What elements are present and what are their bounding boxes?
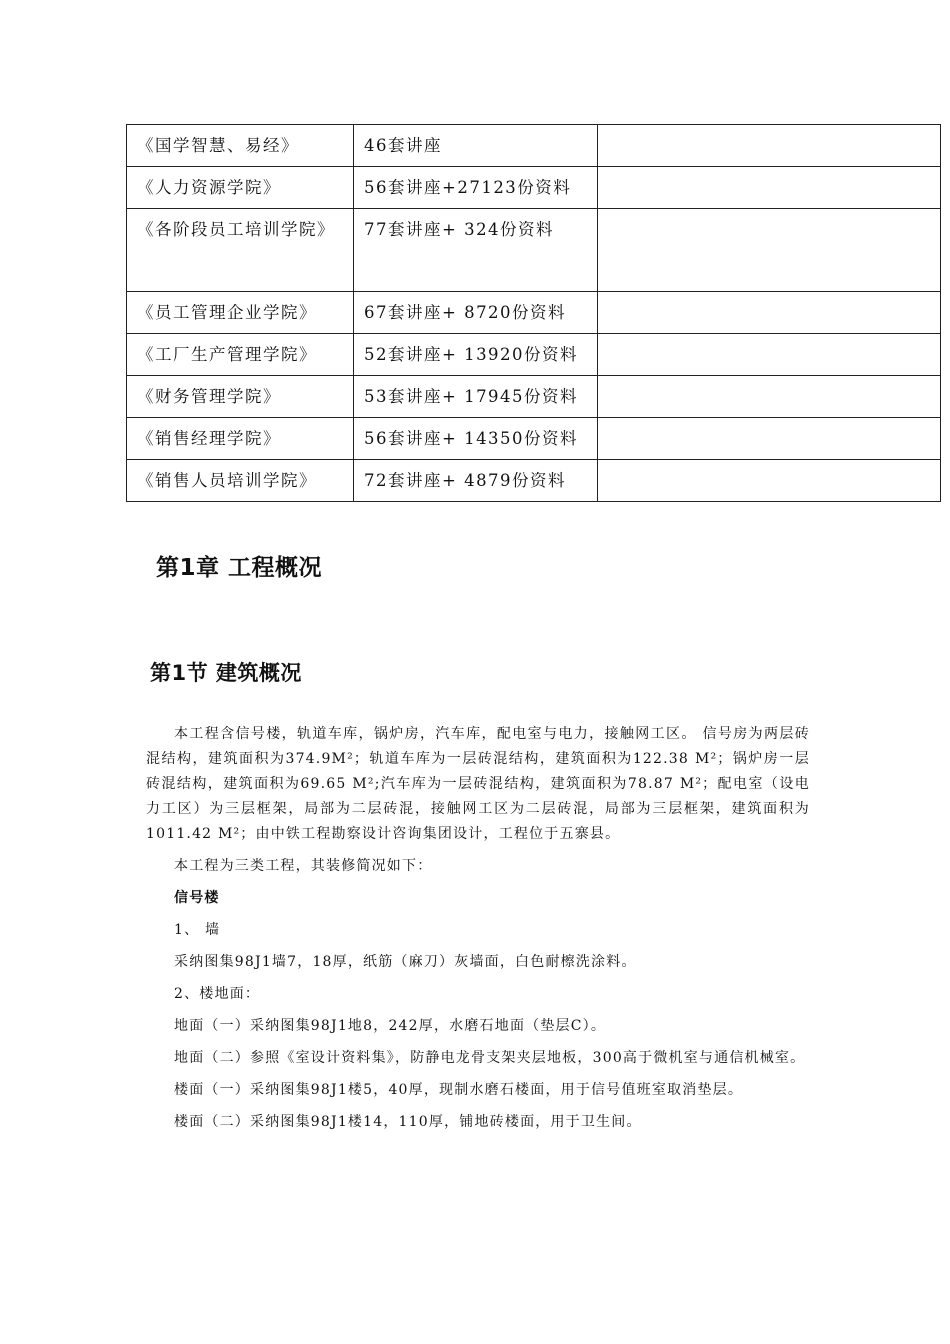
table-row — [127, 209, 941, 292]
paragraph-item: 地面（二）参照《室设计资料集》，防静电龙骨支架夹层地板，300高于微机室与通信机械室。 — [174, 1050, 806, 1066]
section-heading: 第1节 建筑概况 — [150, 661, 302, 685]
table-cell-content: 72套讲座+ 4879份资料 — [354, 460, 598, 502]
paragraph-item: 地面（一）采纳图集98J1地8，242厚，水磨石地面（垫层C）。 — [174, 1018, 607, 1034]
table-row — [127, 334, 941, 376]
table-row — [127, 460, 941, 502]
chapter-heading: 第1章 工程概况 — [156, 555, 323, 581]
table-cell-content: 67套讲座+ 8720份资料 — [354, 292, 598, 334]
table-row — [127, 292, 941, 334]
table-cell-note — [598, 209, 941, 292]
body-text — [146, 722, 810, 1142]
paragraph-item: 楼面（二）采纳图集98J1楼14，110厚，铺地砖楼面，用于卫生间。 — [174, 1114, 642, 1130]
table-cell-name: 《财务管理学院》 — [127, 376, 354, 418]
table-cell-content: 56套讲座+ 14350份资料 — [354, 418, 598, 460]
table-cell-name: 《工厂生产管理学院》 — [127, 334, 354, 376]
subheading-signal-building: 信号楼 — [174, 890, 220, 906]
table-cell-content: 53套讲座+ 17945份资料 — [354, 376, 598, 418]
table-cell-note — [598, 334, 941, 376]
table-cell-name: 《销售人员培训学院》 — [127, 460, 354, 502]
table-cell-note — [598, 292, 941, 334]
table-cell-note — [598, 460, 941, 502]
table-cell-name: 《销售经理学院》 — [127, 418, 354, 460]
paragraph-item: 楼面（一）采纳图集98J1楼5，40厚，现制水磨石楼面，用于信号值班室取消垫层。 — [174, 1082, 744, 1098]
table-row — [127, 376, 941, 418]
course-catalog-table — [126, 124, 941, 502]
paragraph-item: 2、楼地面： — [174, 986, 261, 1002]
table-cell-content: 77套讲座+ 324份资料 — [354, 209, 598, 292]
table-cell-name: 《各阶段员工培训学院》 — [127, 209, 354, 292]
table-cell-content: 46套讲座 — [354, 125, 598, 167]
paragraph-item: 1、 墙 — [174, 922, 221, 938]
table-cell-name: 《员工管理企业学院》 — [127, 292, 354, 334]
paragraph-item: 采纳图集98J1墙7，18厚，纸筋（麻刀）灰墙面，白色耐檫洗涂料。 — [174, 954, 637, 970]
table-cell-note — [598, 125, 941, 167]
table-row — [127, 167, 941, 209]
paragraph-overview: 本工程含信号楼，轨道车库，锅炉房，汽车库，配电室与电力，接触网工区。 信号房为两层砖混结构，建筑面积为374.9M²；轨道车库为一层砖混结构，建筑面积为122.38 M²；锅炉房一层砖混结构，建筑面积为69.65 M²;汽车库为一层砖混结构，建筑面积为78.87 M²；配电室（设电力工区）为三层框架，局部为二层砖混，接触网工区为二层砖混，局部为三层框架，建筑面积为1011.42 M²；由中铁工程勘察设计咨询集团设计，工程位于五寨县。 — [146, 726, 810, 842]
paragraph-class: 本工程为三类工程，其装修简况如下： — [174, 858, 433, 874]
table-cell-note — [598, 376, 941, 418]
table-cell-note — [598, 418, 941, 460]
table-cell-name: 《国学智慧、易经》 — [127, 125, 354, 167]
table-row — [127, 125, 941, 167]
table-cell-content: 56套讲座+27123份资料 — [354, 167, 598, 209]
table-row — [127, 418, 941, 460]
table-cell-content: 52套讲座+ 13920份资料 — [354, 334, 598, 376]
table-cell-note — [598, 167, 941, 209]
table-cell-name: 《人力资源学院》 — [127, 167, 354, 209]
